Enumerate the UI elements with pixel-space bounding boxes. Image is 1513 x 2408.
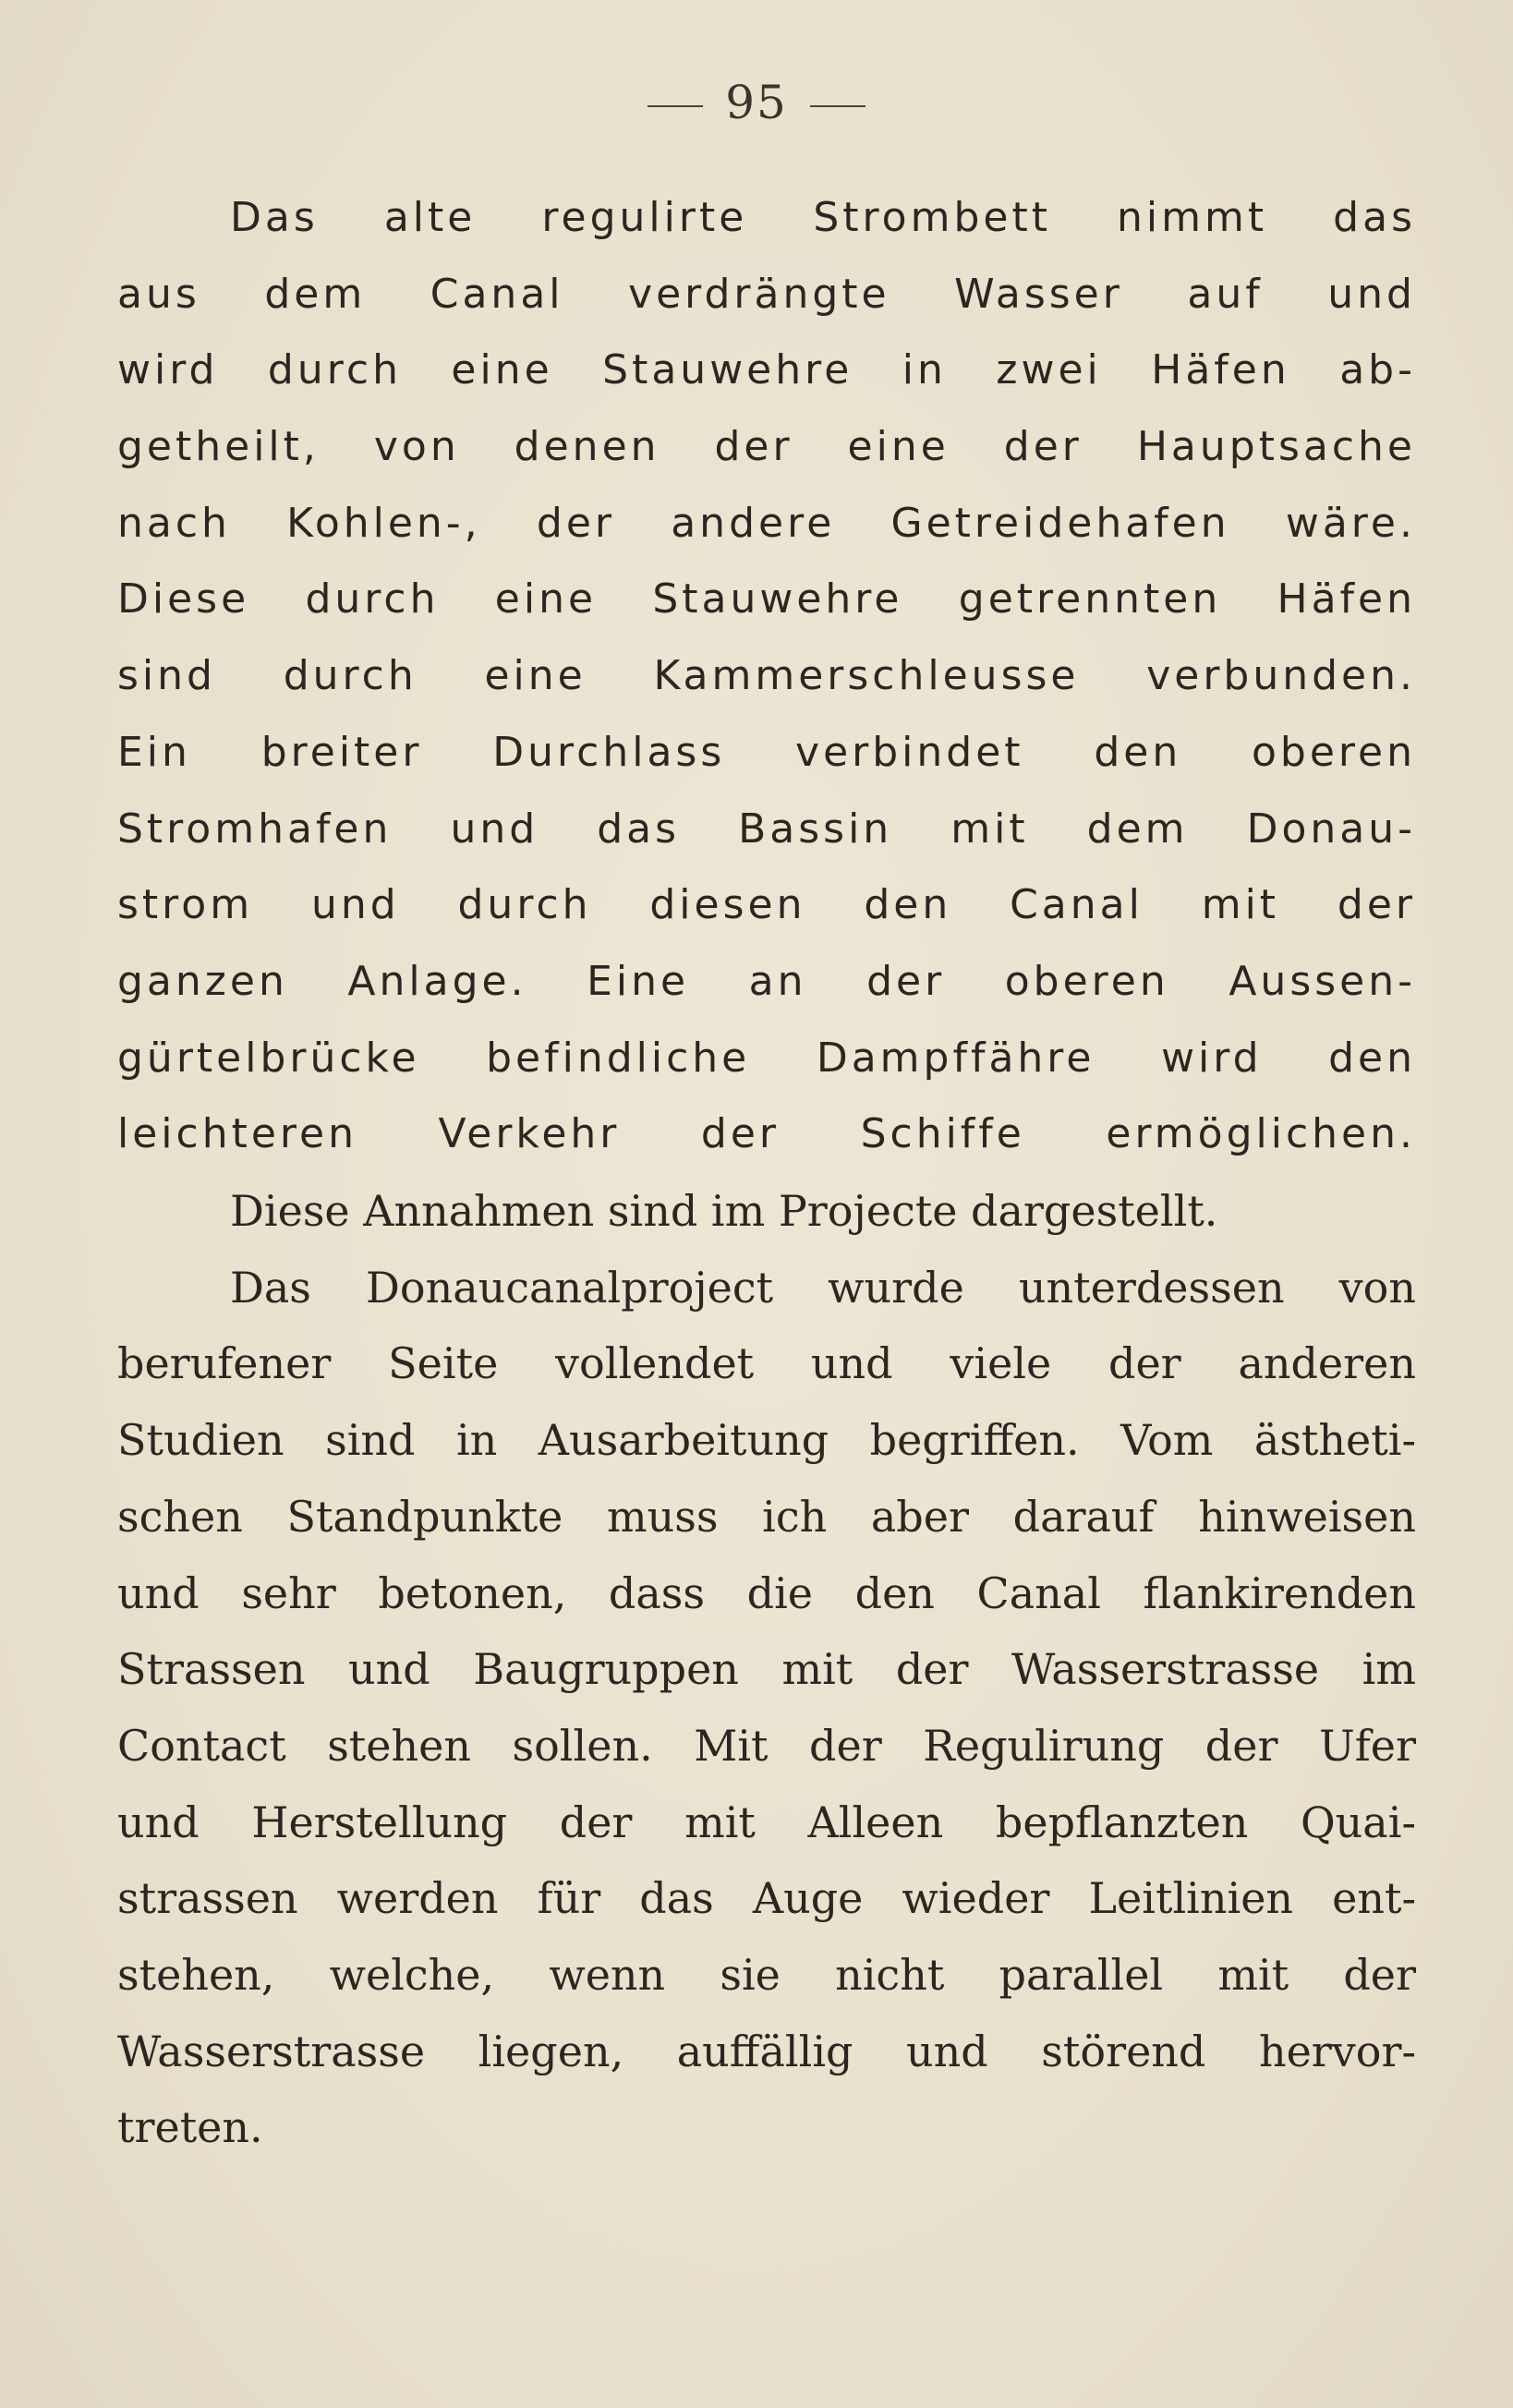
text-line: Wasserstrasse liegen, auffällig und störend hervor- <box>117 2027 1416 2076</box>
text-line: und Herstellung der mit Alleen bepflanzten Quai- <box>117 1797 1416 1847</box>
text-line: Contact stehen sollen. Mit der Regulirung der Ufer <box>117 1721 1416 1771</box>
text-line: aus dem Canal verdrängte Wasser auf und <box>117 271 1416 318</box>
text-line: und sehr betonen, dass die den Canal flankirenden <box>117 1568 1416 1618</box>
text-line: Stromhafen und das Bassin mit dem Donau- <box>117 805 1416 853</box>
text-line: berufener Seite vollendet und viele der anderen <box>117 1338 1416 1388</box>
page-number-header <box>0 76 1513 129</box>
text-line: Strassen und Baugruppen mit der Wasserstrasse im <box>117 1644 1416 1694</box>
text-line: wird durch eine Stauwehre in zwei Häfen ab- <box>117 346 1416 393</box>
text-line: strom und durch diesen den Canal mit der <box>117 881 1416 928</box>
text-line: gürtelbrücke befindliche Dampffähre wird den <box>117 1035 1416 1082</box>
text-line: schen Standpunkte muss ich aber darauf hinweisen <box>117 1492 1416 1542</box>
text-line: leichteren Verkehr der Schiffe ermöglichen. <box>117 1110 1416 1157</box>
text-line: strassen werden für das Auge wieder Leitlinien ent- <box>117 1873 1416 1923</box>
text-line: Diese Annahmen sind im Projecte dargestellt. <box>230 1186 1218 1236</box>
text-line: Ein breiter Durchlass verbindet den oberen <box>117 729 1416 776</box>
text-line: stehen, welche, wenn sie nicht parallel mit der <box>117 1950 1416 2000</box>
text-line: treten. <box>117 2102 263 2152</box>
left-dash <box>648 105 703 107</box>
text-line: Studien sind in Ausarbeitung begriffen. Vom ästheti- <box>117 1415 1416 1465</box>
text-line: Das Donaucanalproject wurde unterdessen von <box>230 1263 1416 1313</box>
text-line: nach Kohlen-, der andere Getreidehafen wäre. <box>117 500 1416 547</box>
text-line: getheilt, von denen der eine der Hauptsache <box>117 423 1416 470</box>
right-dash <box>810 105 865 107</box>
page-number: 95 <box>725 76 788 129</box>
text-line: ganzen Anlage. Eine an der oberen Aussen- <box>117 958 1416 1005</box>
text-line: sind durch eine Kammerschleusse verbunden. <box>117 652 1416 699</box>
text-line: Das alte regulirte Strombett nimmt das <box>230 194 1416 241</box>
text-line: Diese durch eine Stauwehre getrennten Häfen <box>117 575 1416 623</box>
